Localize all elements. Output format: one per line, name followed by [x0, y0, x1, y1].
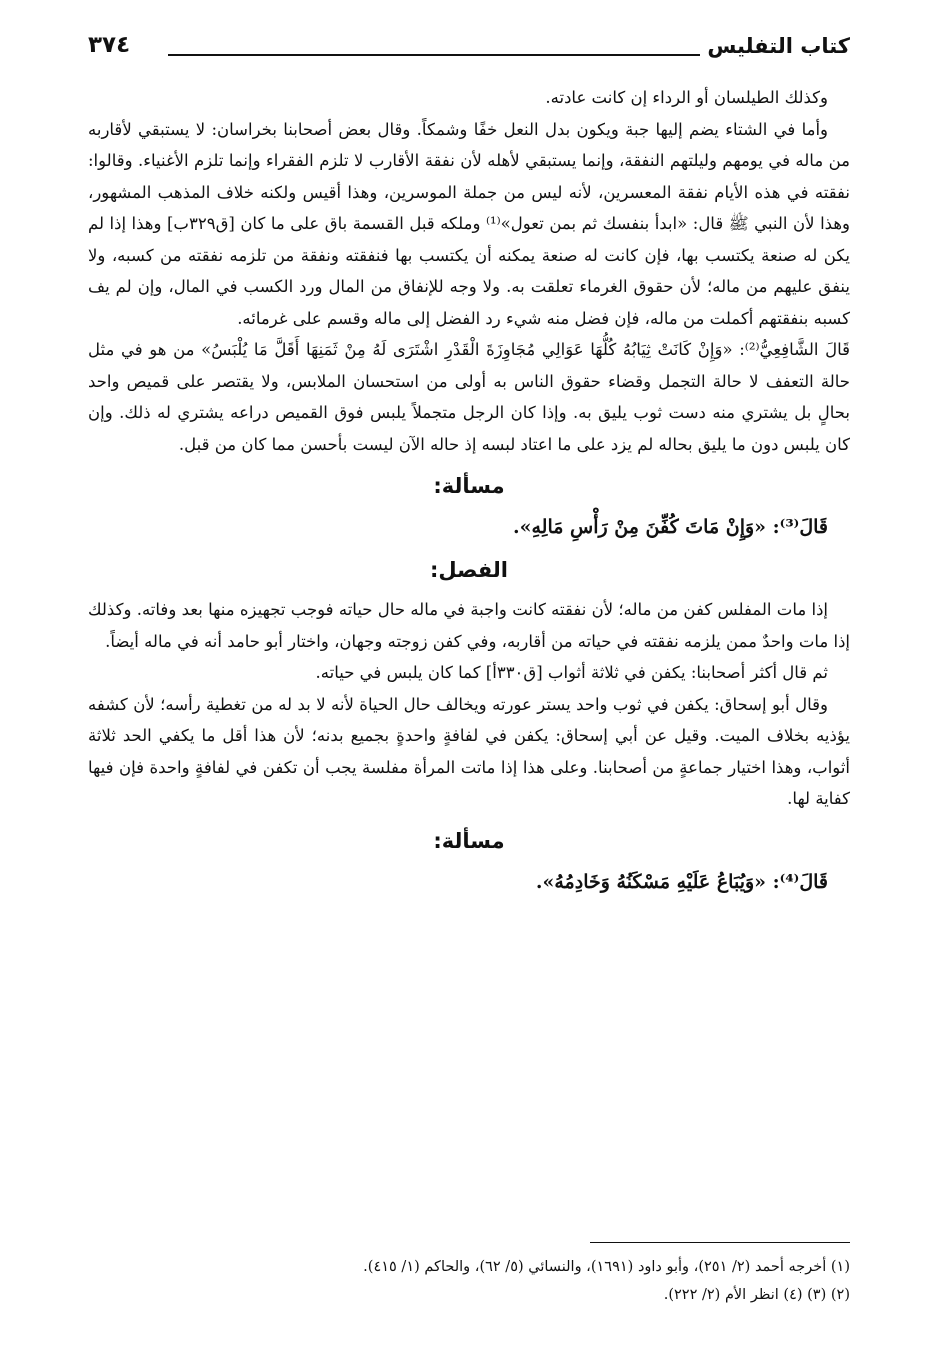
page-header	[88, 32, 850, 72]
paragraph: وأما في الشتاء يضم إليها جبة ويكون بدل النعل خفًا وشمكاً. وقال بعض أصحابنا بخراسان: لا يستبقي لأقاربه من ماله في يومهم وليلتهم النفقة، وإنما يستبقي لأهله لأن نفقة الأقارب لا تلزم الفقراء وإنما تلزم الأغنياء. وقالوا: نفقته في هذه الأيام نفقة المعسرين، لأنه ليس من جملة الموسرين، وهذا أقيس ولكنه خلاف المذهب المشهور، وهذا لأن النبي ﷺ قال: «ابدأ بنفسك ثم بمن تعول»⁽¹⁾ وملكه قبل القسمة باق على ما كان [ق٣٢٩ب] وهذا إذا لم يكن له صنعة يكتسب بها، فإن كانت له صنعة يمكنه أن يكتسب بها فنفقته ونفقة من تلزمه نفقته من كسبه، ولا ينفق عليهم من ماله؛ لأن حقوق الغرماء تعلقت به. ولا وجه للإنفاق من المال ورد الكسب في المال، وإن لم يف كسبه بنفقتهم أكملت من ماله، فإن فضل منه شيء رد الفضل إلى ماله وقسم على غرمائه.	[88, 119, 850, 328]
footnote: (٢) (٣) (٤) انظر الأم (٢/ ٢٢٢).	[663, 1287, 850, 1303]
footnote: (١) أخرجه أحمد (٢/ ٢٥١)، وأبو داود (١٦٩١)، والنسائي (٥/ ٦٢)، والحاكم (١/ ٤١٥).	[363, 1259, 850, 1275]
body-text	[88, 82, 850, 899]
header-rule	[168, 54, 700, 56]
paragraph: وكذلك الطيلسان أو الرداء إن كانت عادته.	[545, 88, 828, 107]
paragraph: إذا مات المفلس كفن من ماله؛ لأن نفقته كانت واجبة في ماله حال حياته فوجب تجهيزه منها بعد وفاته. وكذلك إذا مات واحدٌ ممن يلزمه نفقته في حياته من أقاربه، وفي كفن زوجته وجهان، واختار أبو حامد أنه في ماله أيضاً.	[88, 600, 850, 651]
footnotes	[88, 1242, 850, 1309]
page-number: ٣٧٤	[88, 32, 131, 58]
section-heading-masala: مسألة:	[433, 828, 505, 853]
book-title: كتاب التفليس	[707, 34, 850, 58]
footnote-rule	[590, 1242, 850, 1243]
qal-statement: قَالَ⁽³⁾: «وَإِنْ مَاتَ كُفِّنَ مِنْ رَأْسِ مَالِهِ».	[512, 516, 828, 538]
paragraph: ثم قال أكثر أصحابنا: يكفن في ثلاثة أثواب [ق٣٣٠أ] كما كان يلبس في حياته.	[315, 663, 828, 682]
paragraph: وقال أبو إسحاق: يكفن في ثوب واحد يستر عورته ويخالف حال الحياة لأنه لا بد له من تغطية رأسه؛ لأن كشفه يؤذيه بخلاف الميت. وقيل عن أبي إسحاق: يكفن في لفافةٍ واحدةٍ بجميع بدنه؛ لأن هذا أقل ما يكفي الحد ثلاثة أثواب، وهذا اختيار جماعةٍ من أصحابنا. وعلى هذا إذا ماتت المرأة مفلسة يجب أن تكفن في لفافةٍ واحدة فإن فيها كفاية لها.	[88, 694, 850, 808]
qal-statement: قَالَ⁽⁴⁾: «وَيُبَاعُ عَلَيْهِ مَسْكَنُهُ وَخَادِمُهُ».	[535, 870, 828, 893]
section-heading-masala: مسألة:	[433, 474, 505, 498]
section-heading-fasl: الفصل:	[429, 558, 509, 582]
paragraph-shafii-quote: قَالَ الشَّافِعِيُّ⁽²⁾: «وَإِنْ كَانَتْ ثِيَابُهُ كُلُّهَا عَوَالِي مُجَاوِزَةَ الْقَدْرِ اشْتَرَى لَهُ مِنْ ثَمَنِهَا أَقَلَّ مَا يُلْبَسُ» من هو في مثل حالة التعفف لا حالة التجمل وقضاء حقوق الناس به أولى من استحسان الملابس، ولا يقتصر على قميص واحد بحالٍ بل يشتري منه دست ثوب يليق به. وإذا كان الرجل متجملاً يلبس فوق القميص دراعه يشتري له ذلك. وإن كان يلبس دون ما يليق بحاله لم يزد على ما اعتاد لبسه إذ حاله الآن ليست بأحسن مما كان من قبل.	[88, 340, 850, 454]
